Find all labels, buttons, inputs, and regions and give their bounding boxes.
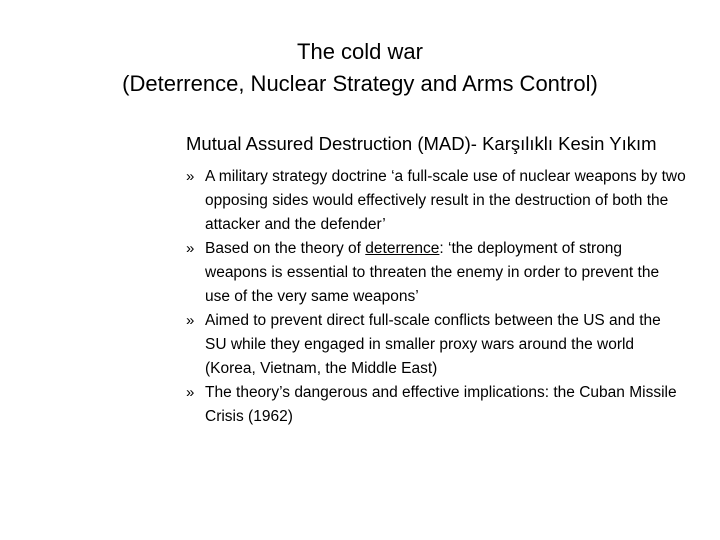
bullet-text-emphasis: deterrence: [365, 240, 440, 257]
bullet-text-before: Based on the theory of: [205, 240, 366, 257]
title-line-1: The cold war: [297, 39, 423, 64]
bullet-marker: »: [186, 168, 195, 185]
bullet-item-4: [186, 381, 686, 429]
bullet-text: A military strategy doctrine ‘a full-scale use of nuclear weapons by two opposing sides would effectively result in the destruction of both the attacker and the defender’: [205, 168, 686, 233]
bullet-text: [205, 237, 686, 309]
slide-content: [186, 130, 686, 429]
title-line-2: (Deterrence, Nuclear Strategy and Arms Control): [122, 71, 598, 96]
bullet-item-3: [186, 309, 686, 381]
bullet-item-1: [186, 165, 686, 237]
bullet-marker: »: [186, 240, 195, 257]
bullet-list: [186, 165, 686, 429]
bullet-marker: »: [186, 312, 195, 329]
slide-title: [0, 36, 720, 100]
bullet-marker: »: [186, 384, 195, 401]
bullet-text-after: : ‘the deployment of strong weapons is essential to threaten the enemy in order to prevent the use of the very same weapons’: [205, 240, 660, 305]
section-heading: Mutual Assured Destruction (MAD)- Karşılıklı Kesin Yıkım: [186, 133, 657, 154]
bullet-item-2: [186, 237, 686, 309]
bullet-text: Aimed to prevent direct full-scale conflicts between the US and the SU while they engaged in smaller proxy wars around the world (Korea, Vietnam, the Middle East): [205, 312, 661, 377]
bullet-text: The theory’s dangerous and effective implications: the Cuban Missile Crisis (1962): [205, 384, 677, 425]
